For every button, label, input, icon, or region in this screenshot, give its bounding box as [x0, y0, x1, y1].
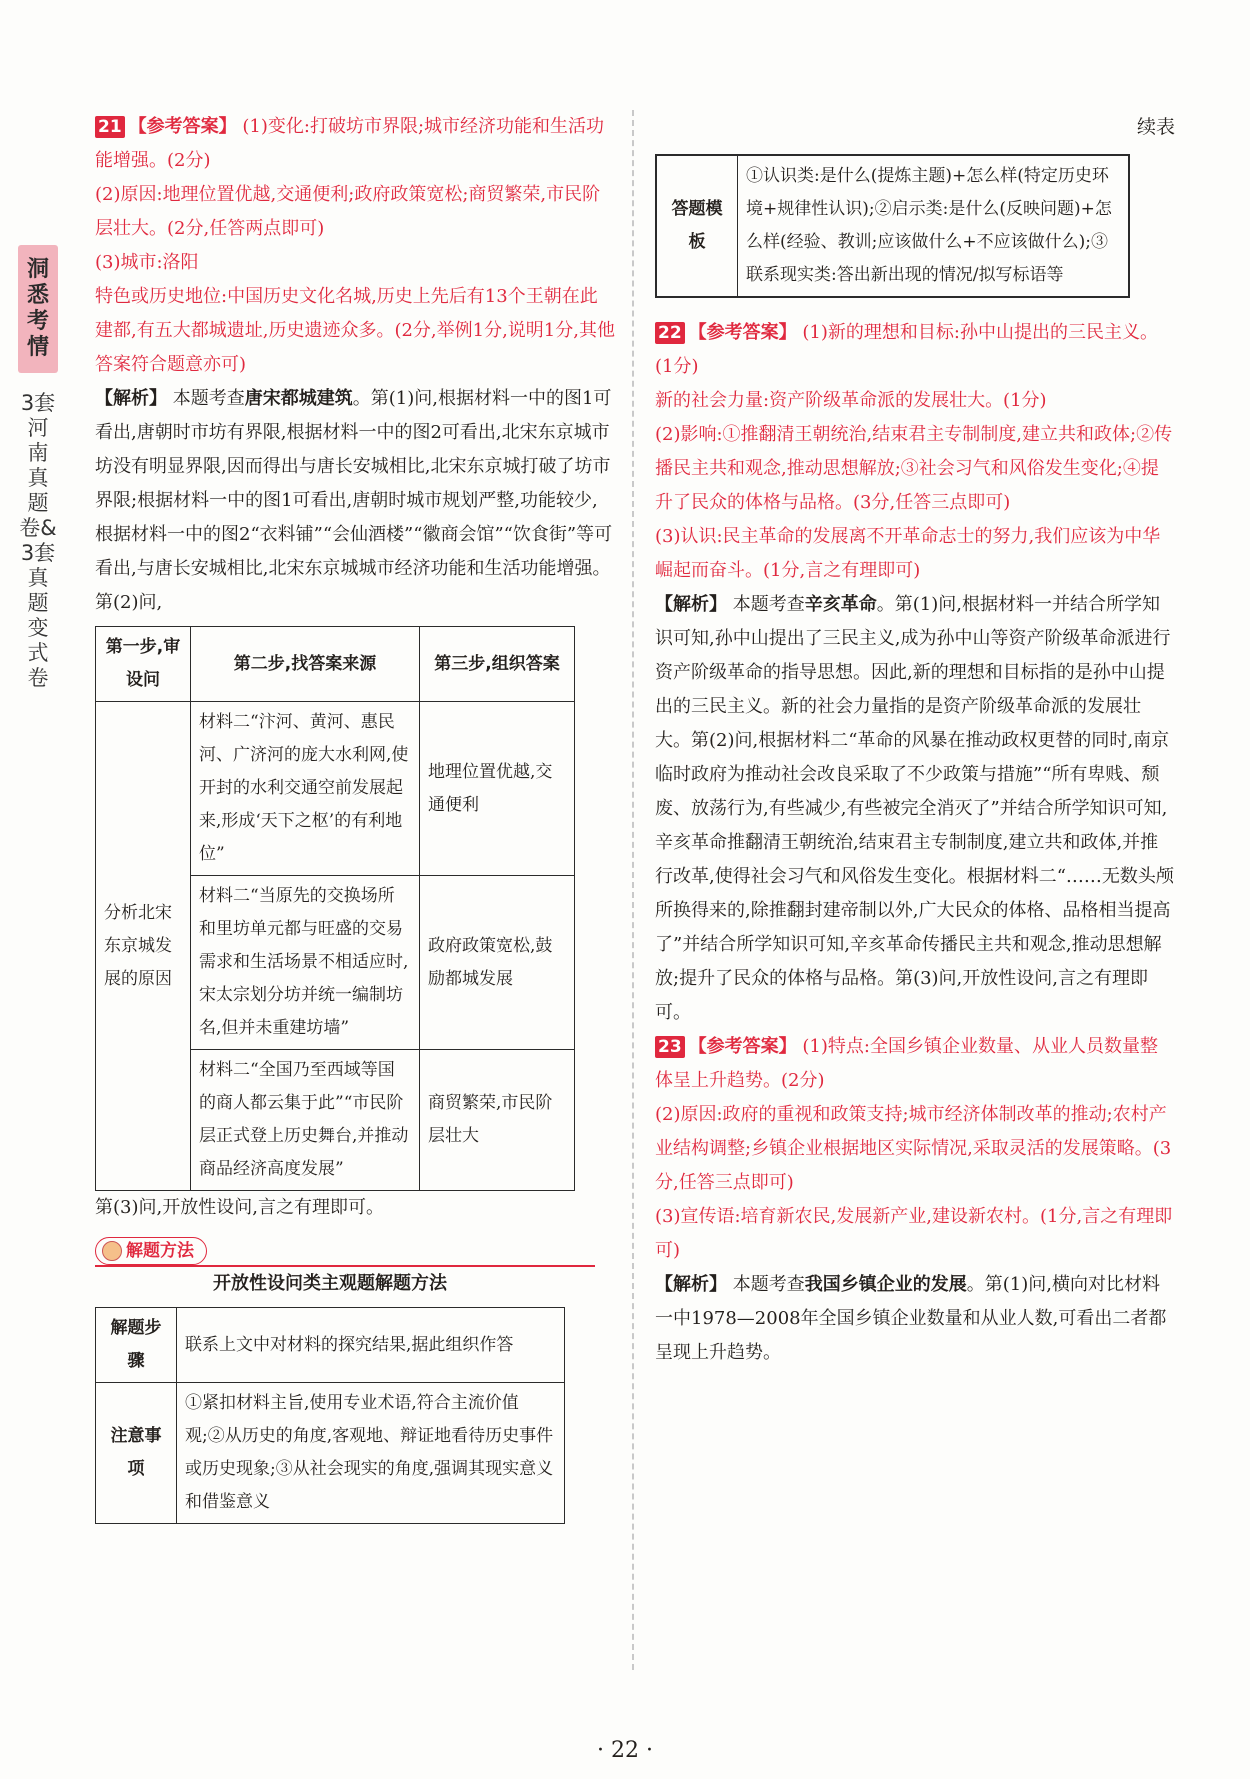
q21-a1: 打破坊市界限;城市经济功能和生活功能增强。(2分): [95, 116, 605, 171]
sidebar-title: 3套河南真题卷&3套真题变式卷: [19, 391, 57, 690]
q21-analysis-topic: 唐宋都城建筑: [244, 388, 353, 409]
q21-analysis: [95, 382, 615, 586]
q22-analysis: [655, 588, 1175, 1030]
q22-analysis-pre: 本题考查: [732, 594, 805, 615]
method-row-label-2: 注意事项: [96, 1383, 177, 1524]
q21-part3: 第(3)问,开放性设问,言之有理即可。: [95, 1197, 384, 1218]
sidebar-tab: 洞悉考情: [18, 245, 58, 373]
q21-analysis-text: 。第(1)问,根据材料一中的图1可看出,唐朝时市坊有界限,根据材料一中的图2可看出,北宋东京城市坊没有明显界限,因而得出与唐长安城相比,北宋东京城打破了坊市界限;根据材料一中的图1可看出,唐朝时城市规划严整,功能较少,根据材料一中的图2“衣料铺”“会仙酒楼”“徽商会馆”“饮食街”等可看出,与唐长安城相比,北宋东京城城市经济功能和生活功能增强。: [95, 388, 613, 579]
right-column: [655, 110, 1175, 1370]
q21-part2-label: 第(2)问,: [95, 592, 163, 613]
q22-analysis-text: 。第(1)问,根据材料一并结合所学知识可知,孙中山提出了三民主义,成为孙中山等资产阶级革命派进行资产阶级革命的指导思想。因此,新的理想和目标指的是孙中山提出的三民主义。新的社会力量指的是资产阶级革命派的发展壮大。第(2)问,根据材料二“革命的风暴在推动政权更替的同时,南京临时政府为推动社会改良采取了不少政策与措施”“所有卑贱、颓废、放荡行为,有些减少,有些被完全消灭了”并结合所学知识可知,辛亥革命推翻清王朝统治,结束君主专制制度,建立共和政体,并推行改革,使得社会习气和风俗发生变化。根据材料二“……无数头颅所换得来的,除推翻封建帝制以外,广大民众的体格、品格相当提高了”并结合所学知识可知,辛亥革命传播民主共和观念,推动思想解放;提升了民众的体格与品格。第(3)问,开放性设问,言之有理即可。: [655, 594, 1174, 1023]
q22-analysis-tag: 【解析】: [655, 594, 727, 615]
table-source-3: 材料二“全国乃至西域等国的商人都云集于此”“市民阶层正式登上历史舞台,并推动商品经济高度发展”: [191, 1050, 420, 1191]
q23-analysis: [655, 1268, 1175, 1370]
q21-steps-table: [95, 626, 575, 1191]
q23-analysis-tag: 【解析】: [655, 1274, 727, 1295]
method-row-label-1: 解题步骤: [96, 1308, 177, 1383]
q23-analysis-pre: 本题考查: [732, 1274, 805, 1295]
q22-a3: (3)认识:民主革命的发展离不开革命志士的努力,我们应该为中华崛起而奋斗。(1分,言之有理即可): [655, 526, 1161, 581]
q23-number: 23: [655, 1036, 685, 1058]
table-answer-3: 商贸繁荣,市民阶层壮大: [420, 1050, 575, 1191]
q23-analysis-text: 。第(1)问,横向对比材料一中1978—2008年全国乡镇企业数量和从业人数,可看出二者都呈现上升趋势。: [655, 1274, 1167, 1363]
template-row-label: 答题模板: [656, 155, 738, 297]
q23-a1: (1)特点:全国乡镇企业数量、从业人员数量整体呈上升趋势。(2分): [655, 1036, 1158, 1091]
q21-a3: 特色或历史地位:中国历史文化名城,历史上先后有13个王朝在此建都,有五大都城遗址,历史遗迹众多。(2分,举例1分,说明1分,其他答案符合题意亦可): [95, 286, 615, 375]
q22-answer-tag: 【参考答案】: [688, 322, 797, 343]
method-badge-label: 解题方法: [126, 1241, 194, 1261]
q22-analysis-topic: 辛亥革命: [804, 594, 877, 615]
template-row-content: ①认识类:是什么(提炼主题)+怎么样(特定历史环境+规律性认识);②启示类:是什么(反映问题)+怎么样(经验、教训;应该做什么+不应该做什么);③联系现实类:答出新出现的情况/拟写标语等: [738, 155, 1130, 297]
table-answer-2: 政府政策宽松,鼓励都城发展: [420, 876, 575, 1050]
q22-a2: (2)影响:①推翻清王朝统治,结束君主专制制度,建立共和政体;②传播民主共和观念,推动思想解放;③社会习气和风俗发生变化;④提升了民众的体格与品格。(3分,任答三点即可): [655, 424, 1173, 513]
method-badge: [95, 1237, 207, 1265]
q23-answer-line: [655, 1030, 1175, 1098]
q23-a3: (3)宣传语:培育新农民,发展新产业,建设新农村。(1分,言之有理即可): [655, 1206, 1173, 1261]
method-row-content-1: 联系上文中对材料的探究结果,据此组织作答: [177, 1308, 565, 1383]
table-header-step3: 第三步,组织答案: [420, 627, 575, 702]
table-source-1: 材料二“汴河、黄河、惠民河、广济河的庞大水利网,使开封的水利交通空前发展起来,形成‘天下之枢’的有利地位”: [191, 702, 420, 876]
table-answer-1: 地理位置优越,交通便利: [420, 702, 575, 876]
left-column: [95, 110, 615, 1524]
q22-number: 22: [655, 322, 685, 344]
method-title: 开放性设问类主观题解题方法: [213, 1273, 447, 1294]
table-header-step1: 第一步,审设问: [96, 627, 191, 702]
table-source-2: 材料二“当原先的交换场所和里坊单元都与旺盛的交易需求和生活场景不相适应时,宋太宗划分坊并统一编制坊名,但并未重建坊墙”: [191, 876, 420, 1050]
q21-a3-label: (3)城市:洛阳: [95, 252, 199, 273]
q21-analysis-tag: 【解析】: [95, 388, 167, 409]
column-divider: [632, 110, 634, 1670]
q23-analysis-topic: 我国乡镇企业的发展: [804, 1274, 967, 1295]
q21-analysis-pre: 本题考查: [172, 388, 245, 409]
method-header: [95, 1237, 595, 1267]
q22-answer-line: [655, 316, 1175, 384]
q21-answer-tag: 【参考答案】: [128, 116, 237, 137]
q22-a1: (1)新的理想和目标:孙中山提出的三民主义。(1分): [655, 322, 1158, 377]
q21-number: 21: [95, 116, 125, 138]
q21-a2-label: (2)原因:: [95, 184, 163, 205]
sidebar: [18, 245, 58, 691]
q23-answer-tag: 【参考答案】: [688, 1036, 797, 1057]
method-row-content-2: ①紧扣材料主旨,使用专业术语,符合主流价值观;②从历史的角度,客观地、辩证地看待历史事件或历史现象;③从社会现实的角度,强调其现实意义和借鉴意义: [177, 1383, 565, 1524]
template-table: [655, 154, 1130, 298]
method-table: [95, 1307, 565, 1524]
face-icon: [102, 1241, 122, 1261]
q21-a2: 地理位置优越,交通便利;政府政策宽松;商贸繁荣,市民阶层壮大。(2分,任答两点即可): [95, 184, 601, 239]
page-number: · 22 ·: [597, 1738, 653, 1763]
q22-a1b: 新的社会力量:资产阶级革命派的发展壮大。(1分): [655, 390, 1047, 411]
table-row-label: 分析北宋东京城发展的原因: [96, 702, 191, 1191]
q21-answer-line: [95, 110, 615, 178]
q23-a2: (2)原因:政府的重视和政策支持;城市经济体制改革的推动;农村产业结构调整;乡镇企业根据地区实际情况,采取灵活的发展策略。(3分,任答三点即可): [655, 1104, 1172, 1193]
q21-a2-line: [95, 178, 615, 246]
table-header-step2: 第二步,找答案来源: [191, 627, 420, 702]
q21-a1-label: (1)变化:: [242, 116, 310, 137]
continued-label: 续表: [1136, 116, 1175, 138]
